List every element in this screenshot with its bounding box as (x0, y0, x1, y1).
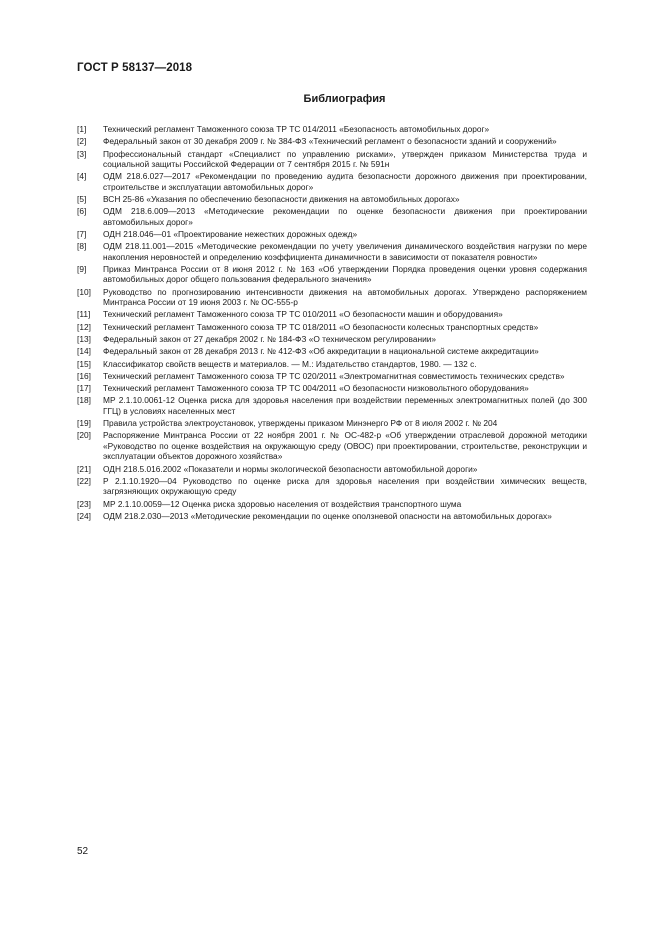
bibliography-entry (77, 194, 587, 204)
entry-text: Правила устройства электроустановок, утверждены приказом Минэнерго РФ от 8 июля 2002 г. № 204 (103, 418, 498, 429)
bibliography-entry (77, 371, 587, 381)
entry-number: [10] (77, 286, 91, 297)
entry-number: [22] (77, 475, 91, 486)
entry-text: Руководство по прогнозированию интенсивности движения на автомобильных дорогах. Утверждено распоряжением Минтранса России от 19 июня 2003 г. № ОС-555-р (103, 286, 587, 308)
entry-text: Федеральный закон от 28 декабря 2013 г. № 412-ФЗ «Об аккредитации в национальной системе аккредитации» (103, 346, 539, 357)
bibliography-entry (77, 149, 587, 170)
entry-text: Технический регламент Таможенного союза ТР ТС 010/2011 «О безопасности машин и оборудования» (103, 309, 503, 320)
bibliography-entry (77, 511, 587, 521)
entry-number: [5] (77, 194, 87, 204)
entry-text: Распоряжение Минтранса России от 22 ноября 2001 г. № ОС-482-р «Об утверждении отраслевой дорожной методики «Руководство по оценке воздействия на окружающую среду (ОВОС) при проектировании, строительстве, реконструкции и эксплуатации объектов дорожного хозяйства» (103, 430, 587, 462)
bibliography-entry (77, 346, 587, 356)
entry-text: МР 2.1.10.0061-12 Оценка риска для здоровья населения при воздействии переменных электромагнитных полей (до 300 ГГЦ) в условиях населенных мест (103, 395, 587, 416)
bibliography-entry (77, 136, 587, 146)
entry-text: Р 2.1.10.1920—04 Руководство по оценке риска для здоровья населения при воздействии химических веществ, загрязняющих окружающую среду (103, 475, 587, 497)
entry-number: [7] (77, 229, 87, 239)
document-header: ГОСТ Р 58137—2018 (77, 62, 193, 74)
entry-number: [12] (77, 321, 91, 332)
entry-text: Профессиональный стандарт «Специалист по управлению рисками», утвержден приказом Министерства труда и социальной защиты Российской Федерации от 7 сентября 2015 г. № 591н (103, 148, 587, 169)
entry-text: ОДМ 218.11.001—2015 «Методические рекомендации по учету увеличения динамического воздействия нагрузки по мере накопления неровностей и определению коэффициента динамичности в зависимости от показателя ровности» (103, 241, 587, 262)
entry-text: Классификатор свойств веществ и материалов. — М.: Издательство стандартов, 1980. — 132 с. (103, 358, 477, 369)
bibliography-entry (77, 464, 587, 474)
entry-number: [24] (77, 510, 91, 521)
entry-number: [8] (77, 241, 87, 252)
bibliography-title: Библиография (303, 93, 386, 105)
entry-text: Федеральный закон от 30 декабря 2009 г. № 384-ФЗ «Технический регламент о безопасности зданий и сооружений» (103, 136, 557, 147)
entry-text: Технический регламент Таможенного союза ТР ТС 004/2011 «О безопасности низковольтного оборудования» (103, 383, 529, 394)
entry-text: Технический регламент Таможенного союза ТР ТС 018/2011 «О безопасности колесных транспортных средств» (103, 321, 539, 332)
bibliography-entry (77, 418, 587, 428)
bibliography-entry (77, 359, 587, 369)
entry-number: [16] (77, 370, 91, 381)
bibliography-entry (77, 334, 587, 344)
bibliography-entry (77, 241, 587, 262)
entry-text: Приказ Минтранса России от 8 июня 2012 г. № 163 «Об утверждении Порядка проведения оценки уровня содержания автомобильных дорог общего пользования федерального значения» (103, 264, 587, 285)
entry-number: [21] (77, 463, 91, 474)
entry-text: ОДН 218.5.016.2002 «Показатели и нормы экологической безопасности автомобильной дороги» (103, 463, 478, 474)
entry-text: ОДН 218.046—01 «Проектирование нежестких дорожных одежд» (103, 229, 358, 239)
entry-text: ВСН 25-86 «Указания по обеспечению безопасности движения на автомобильных дорогах» (103, 194, 460, 204)
entry-text: ОДМ 218.6.009—2013 «Методические рекомендации по оценке безопасности движения при проектировании автомобильных дорог» (103, 206, 587, 227)
entry-number: [1] (77, 124, 87, 134)
entry-number: [23] (77, 498, 91, 509)
entry-number: [3] (77, 148, 87, 159)
bibliography-entry (77, 322, 587, 332)
bibliography-entry (77, 430, 587, 461)
bibliography-entry (77, 395, 587, 416)
entry-number: [11] (77, 309, 91, 320)
bibliography-entry (77, 171, 587, 192)
entry-number: [2] (77, 136, 87, 147)
bibliography-entry (77, 476, 587, 497)
bibliography-entry (77, 206, 587, 227)
entry-number: [19] (77, 418, 91, 429)
entry-number: [14] (77, 346, 91, 357)
entry-number: [15] (77, 358, 91, 369)
entry-text: Технический регламент Таможенного союза ТР ТС 020/2011 «Электромагнитная совместимость технических средств» (103, 370, 565, 381)
entry-number: [13] (77, 334, 91, 344)
entry-number: [4] (77, 171, 87, 182)
bibliography-list (77, 124, 587, 523)
entry-number: [17] (77, 383, 91, 394)
page-number: 52 (77, 846, 89, 857)
bibliography-entry (77, 383, 587, 393)
bibliography-entry (77, 124, 587, 134)
entry-text: Технический регламент Таможенного союза ТР ТС 014/2011 «Безопасность автомобильных дорог» (103, 124, 490, 134)
entry-number: [18] (77, 395, 91, 406)
entry-text: ОДМ 218.6.027—2017 «Рекомендации по проведению аудита безопасности дорожного движения при проектировании, строительстве и эксплуатации автомобильных дорог» (103, 171, 587, 192)
bibliography-entry (77, 499, 587, 509)
entry-number: [20] (77, 430, 91, 441)
bibliography-entry (77, 287, 587, 308)
bibliography-entry (77, 264, 587, 285)
entry-number: [9] (77, 264, 87, 274)
entry-text: ОДМ 218.2.030—2013 «Методические рекомендации по оценке оползневой опасности на автомобильных дорогах» (103, 510, 552, 521)
entry-text: МР 2.1.10.0059—12 Оценка риска здоровью населения от воздействия транспортного шума (103, 498, 462, 509)
entry-number: [6] (77, 206, 87, 217)
bibliography-entry (77, 309, 587, 319)
bibliography-entry (77, 229, 587, 239)
entry-text: Федеральный закон от 27 декабря 2002 г. № 184-ФЗ «О техническом регулировании» (103, 334, 437, 344)
